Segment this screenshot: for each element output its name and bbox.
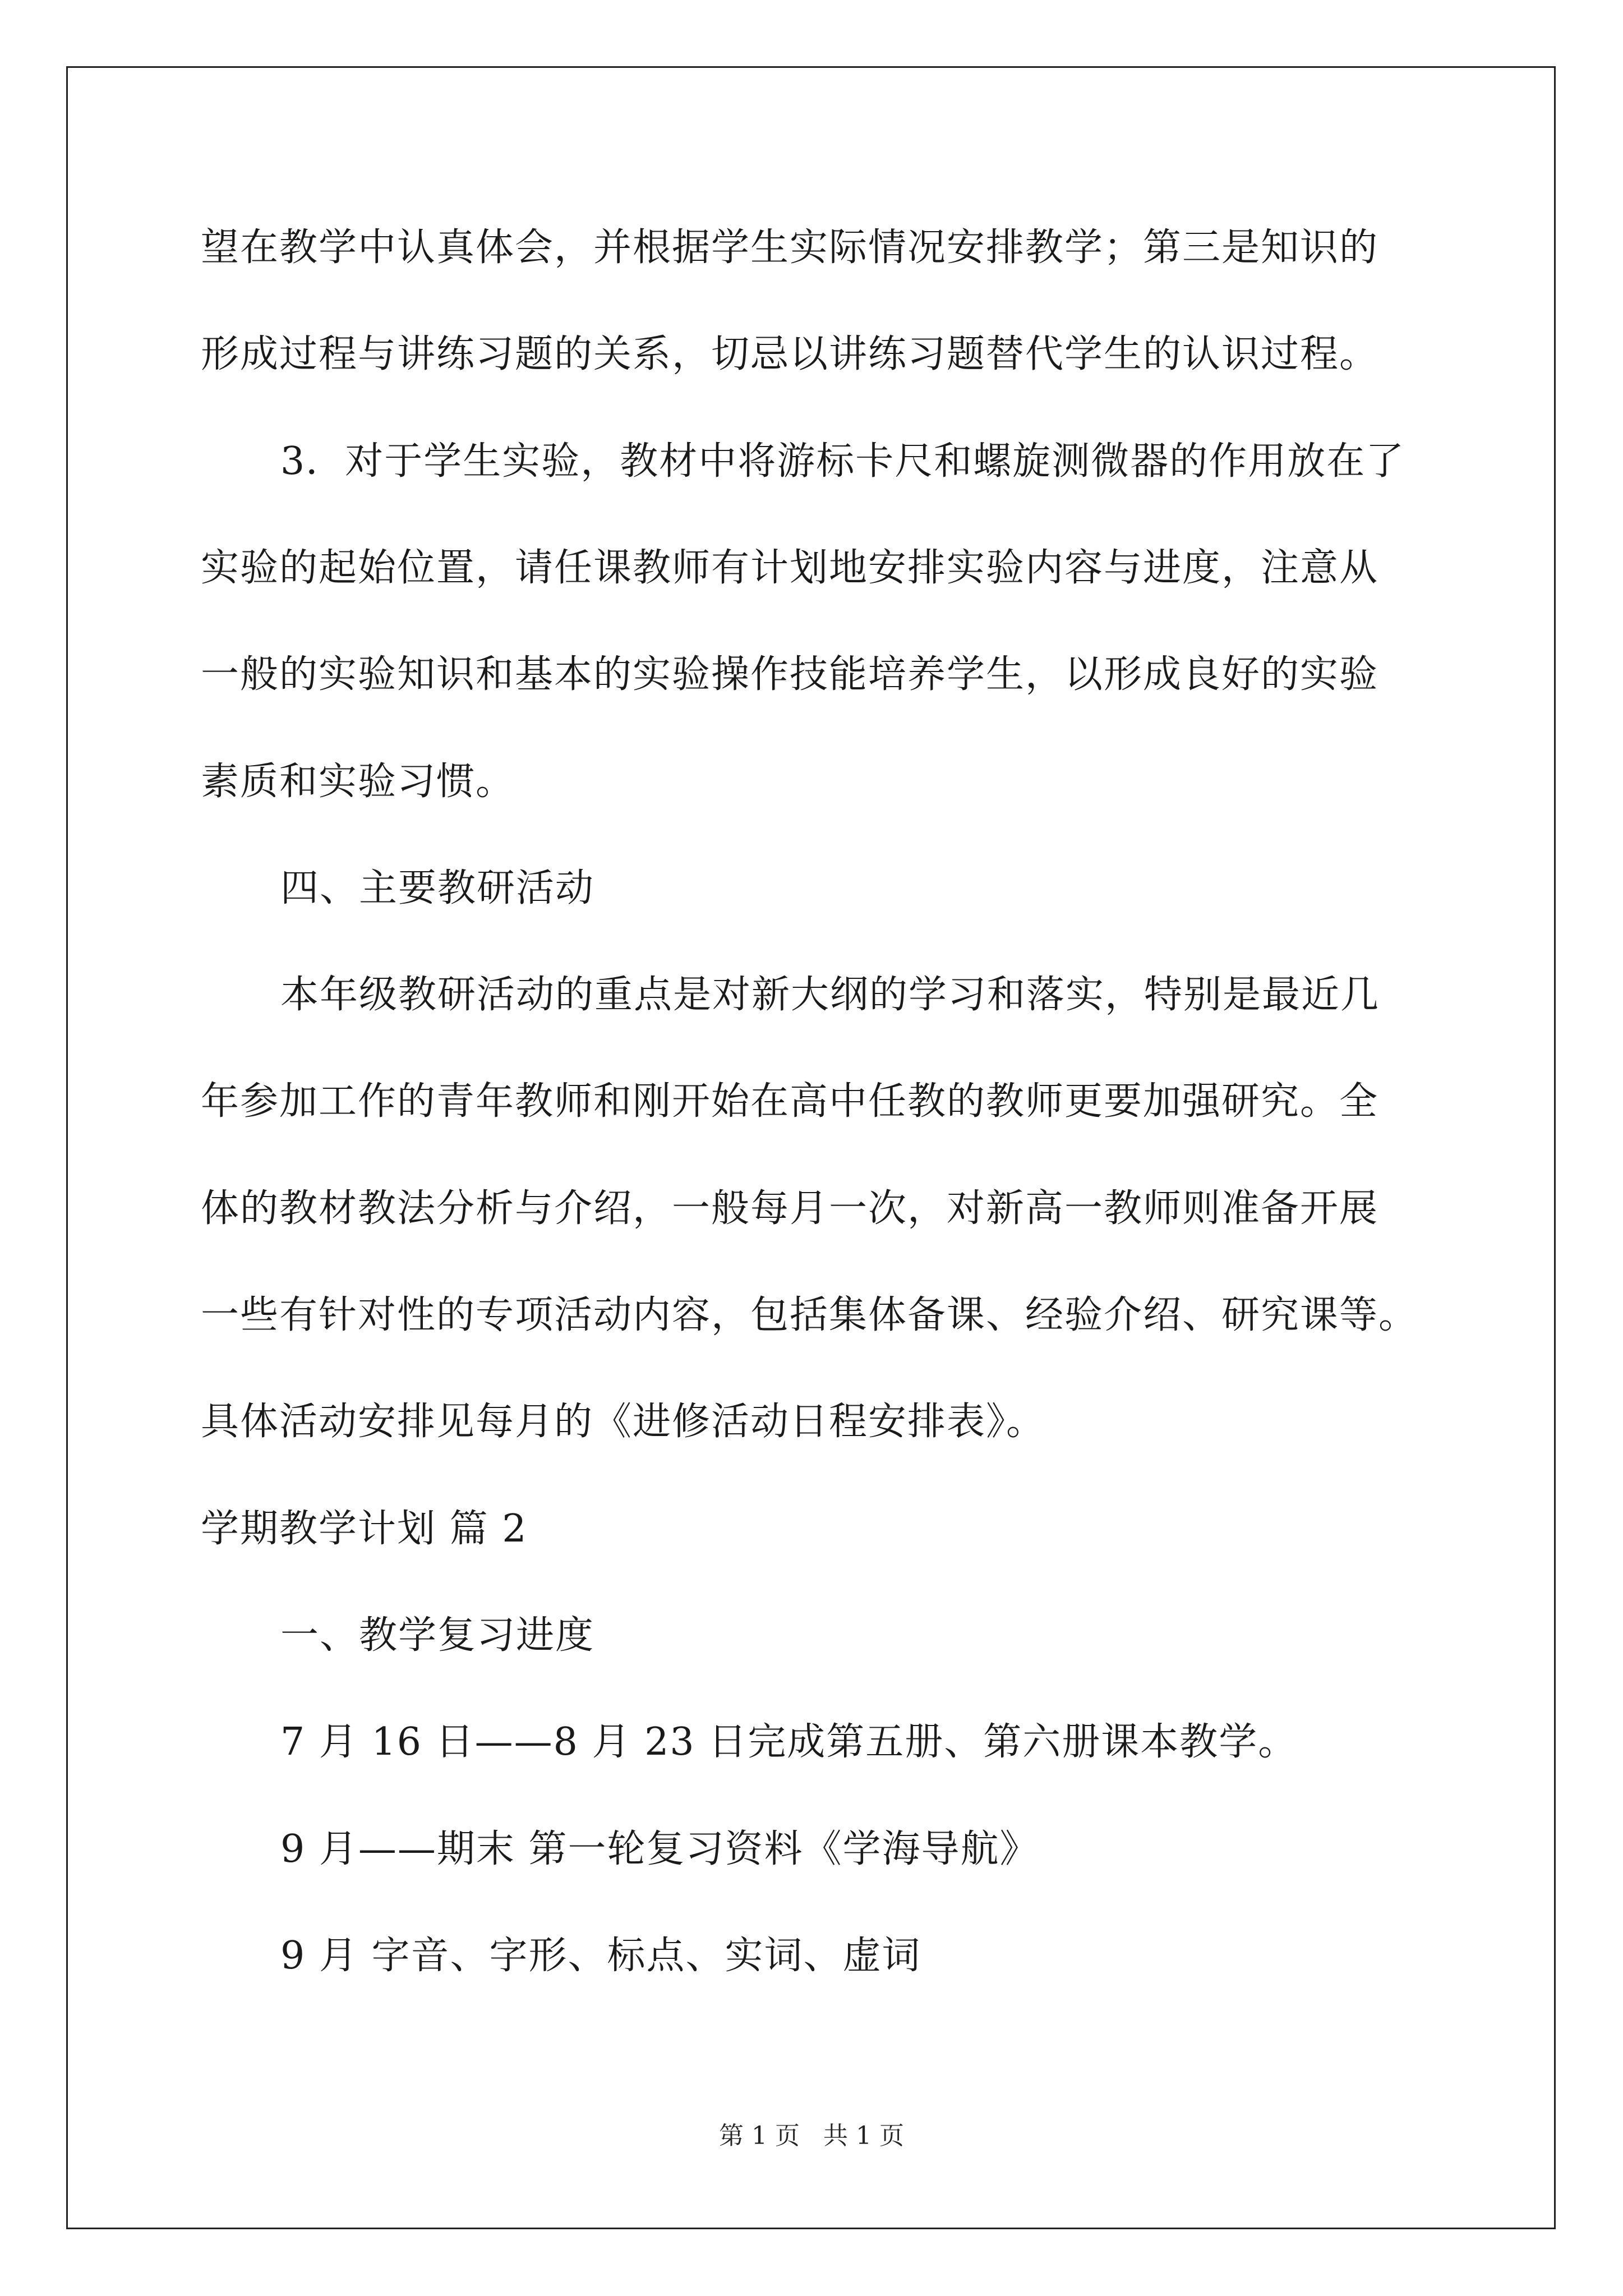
paragraph-line: 形成过程与讲练习题的关系，切忌以讲练习题替代学生的认识过程。 bbox=[201, 332, 1379, 376]
page-footer bbox=[0, 2120, 1623, 2152]
section-heading: 四、主要教研活动 bbox=[280, 866, 595, 910]
page-border bbox=[66, 66, 1556, 2229]
paragraph-line: 望在教学中认真体会，并根据学生实际情况安排教学；第三是知识的 bbox=[201, 226, 1379, 270]
document-title: 学期教学计划 篇 2 bbox=[201, 1507, 528, 1551]
section-heading: 一、教学复习进度 bbox=[280, 1613, 595, 1658]
paragraph-line: 3．对于学生实验，教材中将游标卡尺和螺旋测微器的作用放在了 bbox=[280, 439, 1405, 484]
paragraph-line: 7 月 16 日——8 月 23 日完成第五册、第六册课本教学。 bbox=[280, 1720, 1298, 1764]
paragraph-line: 本年级教研活动的重点是对新大纲的学习和落实，特别是最近几 bbox=[280, 973, 1380, 1017]
paragraph-line: 一般的实验知识和基本的实验操作技能培养学生，以形成良好的实验 bbox=[201, 652, 1379, 697]
paragraph-line: 一些有针对性的专项活动内容，包括集体备课、经验介绍、研究课等。 bbox=[201, 1293, 1418, 1337]
paragraph-line: 9 月 字音、字形、标点、实词、虚词 bbox=[280, 1934, 921, 1978]
paragraph-line: 实验的起始位置，请任课教师有计划地安排实验内容与进度，注意从 bbox=[201, 546, 1379, 590]
paragraph-line: 体的教材教法分析与介绍，一般每月一次，对新高一教师则准备开展 bbox=[201, 1186, 1379, 1231]
paragraph-line: 年参加工作的青年教师和刚开始在高中任教的教师更要加强研究。全 bbox=[201, 1079, 1379, 1124]
page-number: 第 1 页 bbox=[719, 2122, 800, 2150]
paragraph-line: 具体活动安排见每月的《进修活动日程安排表》。 bbox=[201, 1400, 1046, 1444]
paragraph-line: 9 月——期末 第一轮复习资料《学海导航》 bbox=[280, 1827, 1039, 1871]
page-total: 共 1 页 bbox=[823, 2122, 904, 2150]
paragraph-line: 素质和实验习惯。 bbox=[201, 760, 515, 804]
